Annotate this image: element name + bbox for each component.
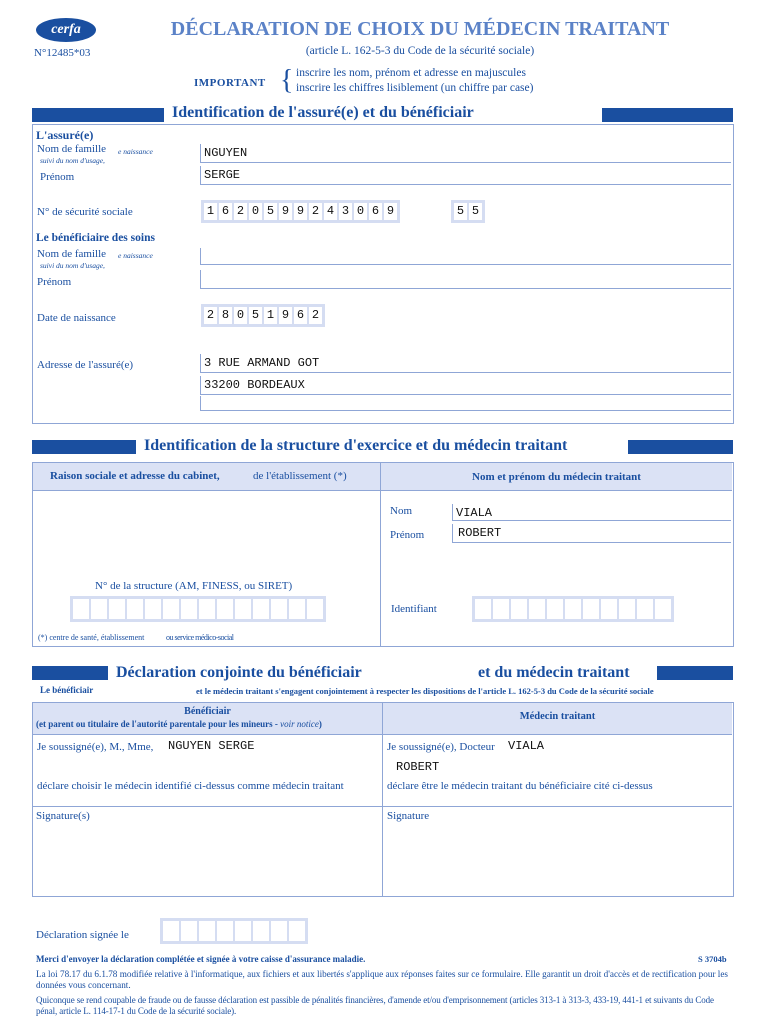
page-title: DÉCLARATION DE CHOIX DU MÉDECIN TRAITANT: [170, 18, 670, 40]
structure-number-cell[interactable]: [307, 599, 323, 619]
section3-bar-left: [32, 666, 108, 680]
secu-digit-cell[interactable]: 2: [234, 203, 247, 220]
med-nom-value: VIALA: [456, 506, 493, 520]
identifiant-cell[interactable]: [565, 599, 581, 619]
med-name-value1[interactable]: VIALA: [508, 739, 545, 753]
nom-value: NGUYEN: [204, 146, 248, 160]
secu-digit-cell[interactable]: 3: [339, 203, 352, 220]
secu-digit-cell[interactable]: 4: [324, 203, 337, 220]
secu-key-cells[interactable]: [451, 200, 485, 223]
ben-col-subtitle-a: (et parent ou titulaire de l'autorité parentale pour les mineurs -: [36, 719, 278, 729]
med-soussigne-label: Je soussigné(e), Docteur: [387, 741, 495, 753]
dob-digit-cell[interactable]: 2: [204, 307, 217, 324]
declaration-date-cell[interactable]: [289, 921, 305, 941]
med-signature-label: Signature: [387, 810, 430, 822]
dob-cells[interactable]: [201, 304, 325, 327]
structure-number-cell[interactable]: [73, 599, 89, 619]
secu-digit-cell[interactable]: 0: [249, 203, 262, 220]
identifiant-cell[interactable]: [619, 599, 635, 619]
secu-number-cells[interactable]: [201, 200, 400, 223]
med-name-value2[interactable]: ROBERT: [396, 760, 440, 774]
structure-number-cell[interactable]: [127, 599, 143, 619]
structure-number-cell[interactable]: [109, 599, 125, 619]
section1-bar-left: [32, 108, 164, 122]
identifiant-cell[interactable]: [547, 599, 563, 619]
cnil-text: La loi 78.17 du 6.1.78 modifiée relative à l'informatique, aux fichiers et aux libertés s'applique aux réponses faites sur ce formulaire. Elle garantit un droit d'accès et de rectification pour les données vous concernant.: [36, 969, 729, 990]
secu-digit-cell[interactable]: 9: [279, 203, 292, 220]
important-line2: inscrire les chiffres lisiblement (un chiffre par case): [296, 82, 534, 94]
secu-digit-cell[interactable]: 6: [369, 203, 382, 220]
ben-signature-label: Signature(s): [36, 810, 90, 822]
declaration-date-cell[interactable]: [271, 921, 287, 941]
secu-digit-cell[interactable]: 1: [204, 203, 217, 220]
section2-title: Identification de la structure d'exercice et du médecin traitant: [138, 437, 573, 455]
med-declare-text: déclare être le médecin traitant du bénéficiaire cité ci-dessus: [387, 780, 653, 792]
important-label: IMPORTANT: [194, 77, 266, 89]
ben-nom-field[interactable]: [200, 248, 731, 265]
adresse-line3-field[interactable]: [200, 396, 731, 411]
declaration-date-cell[interactable]: [217, 921, 233, 941]
section3-intro-right: et le médecin traitant s'engagent conjointement à respecter les dispositions de l'article L. 162-5-3 du Code de la sécurité sociale: [196, 686, 654, 696]
ben-name-value[interactable]: NGUYEN SERGE: [168, 739, 255, 753]
section2-bar-left: [32, 440, 136, 454]
secu-digit-cell[interactable]: 6: [219, 203, 232, 220]
structure-number-cell[interactable]: [91, 599, 107, 619]
form-reference: S 3704b: [698, 954, 727, 964]
secu-digit-cell[interactable]: 5: [264, 203, 277, 220]
prenom-field[interactable]: [200, 166, 731, 185]
secu-digit-cell[interactable]: 2: [309, 203, 322, 220]
ben-col-subtitle-b: voir notice: [280, 719, 319, 729]
section3-title-left: Déclaration conjointe du bénéficiair: [110, 664, 368, 682]
declaration-date-cell[interactable]: [253, 921, 269, 941]
secu-digit-cell[interactable]: 9: [384, 203, 397, 220]
identifiant-cell[interactable]: [601, 599, 617, 619]
merci-text: Merci d'envoyer la déclaration complétée et signée à votre caisse d'assurance maladie.: [36, 954, 366, 964]
secu-key-cell[interactable]: 5: [454, 203, 467, 220]
ben-soussigne-label: Je soussigné(e), M., Mme,: [37, 741, 154, 753]
identifiant-cell[interactable]: [655, 599, 671, 619]
identifiant-cell[interactable]: [475, 599, 491, 619]
prenom-value: SERGE: [204, 168, 241, 182]
dob-digit-cell[interactable]: 5: [249, 307, 262, 324]
med-nom-field[interactable]: [452, 504, 731, 521]
ben-col-title: Bénéficiair: [184, 706, 231, 717]
ben-signature-area[interactable]: [33, 825, 381, 895]
usage-note: suivi du nom d'usage,: [40, 156, 105, 165]
ben-prenom-field[interactable]: [200, 270, 731, 289]
dob-digit-cell[interactable]: 2: [309, 307, 322, 324]
dob-digit-cell[interactable]: 0: [234, 307, 247, 324]
identifiant-cell[interactable]: [493, 599, 509, 619]
ben-prenom-label: Prénom: [37, 276, 72, 288]
structure-number-cell[interactable]: [253, 599, 269, 619]
section1-bar-right: [602, 108, 733, 122]
structure-footnote-b: ou service médico-social: [166, 633, 234, 642]
assure-heading: L'assuré(e): [36, 128, 94, 142]
structure-header-bold: Raison sociale et adresse du cabinet,: [50, 470, 220, 482]
declaration-date-cell[interactable]: [199, 921, 215, 941]
ben-usage-note: suivi du nom d'usage,: [40, 261, 105, 270]
nom-label: Nom de famille: [37, 143, 107, 155]
identifiant-label: Identifiant: [391, 603, 437, 615]
section3-header-line: [33, 734, 732, 735]
cerfa-logo: cerfa: [36, 18, 96, 42]
structure-header-rest: de l'établissement (*): [253, 470, 347, 482]
section3-intro-left: Le bénéficiair: [40, 685, 94, 695]
medecin-header-label: Nom et prénom du médecin traitant: [472, 471, 641, 483]
structure-number-cell[interactable]: [199, 599, 215, 619]
declaration-date-cell[interactable]: [181, 921, 197, 941]
structure-number-cell[interactable]: [145, 599, 161, 619]
dob-digit-cell[interactable]: 8: [219, 307, 232, 324]
fraude-text: Quiconque se rend coupable de fraude ou de fausse déclaration est passible de pénalités financières, d'amende et/ou d'emprisonnement (articles 313-1 à 313-3, 433-19, 441-1 et suivants du Code pénal, article L. 114-17-1 du Code de la sécurité sociale).: [36, 995, 714, 1016]
section2-bar-right: [628, 440, 733, 454]
structure-footnote-a: (*) centre de santé, établissement: [38, 633, 145, 642]
identifiant-cell[interactable]: [511, 599, 527, 619]
nom-field[interactable]: [200, 144, 731, 163]
ben-nom-label: Nom de famille: [37, 248, 107, 260]
med-nom-label: Nom: [390, 505, 412, 517]
ben-declare-text: déclare choisir le médecin identifié ci-dessus comme médecin traitant: [37, 780, 344, 792]
declaration-date-cells[interactable]: [160, 918, 308, 944]
identifiant-cells[interactable]: [472, 596, 674, 622]
section3-bar-right: [657, 666, 733, 680]
page-subtitle: (article L. 162-5-3 du Code de la sécurité sociale): [305, 45, 535, 57]
adresse-line2-value: 33200 BORDEAUX: [204, 378, 305, 392]
prenom-label: Prénom: [40, 171, 75, 183]
identifiant-cell[interactable]: [637, 599, 653, 619]
important-brace-icon: {: [280, 65, 294, 96]
med-prenom-label: Prénom: [390, 529, 425, 541]
section2-header-line: [33, 490, 732, 491]
med-prenom-value: ROBERT: [458, 526, 502, 540]
dob-digit-cell[interactable]: 6: [294, 307, 307, 324]
identifiant-cell[interactable]: [583, 599, 599, 619]
ben-naissance-note: e naissance: [118, 251, 153, 260]
adresse-line1-value: 3 RUE ARMAND GOT: [204, 356, 320, 370]
secu-key-cell[interactable]: 5: [469, 203, 482, 220]
naissance-note: e naissance: [118, 147, 153, 156]
structure-number-label: N° de la structure (AM, FINESS, ou SIRET): [95, 580, 293, 592]
declaration-date-cell[interactable]: [163, 921, 179, 941]
structure-number-cell[interactable]: [181, 599, 197, 619]
structure-number-cell[interactable]: [217, 599, 233, 619]
structure-number-cell[interactable]: [271, 599, 287, 619]
identifiant-cell[interactable]: [529, 599, 545, 619]
adresse-label: Adresse de l'assuré(e): [37, 359, 134, 371]
structure-number-cell[interactable]: [289, 599, 305, 619]
declaration-date-cell[interactable]: [235, 921, 251, 941]
dob-digit-cell[interactable]: 9: [279, 307, 292, 324]
dob-digit-cell[interactable]: 1: [264, 307, 277, 324]
structure-number-cell[interactable]: [235, 599, 251, 619]
secu-label: N° de sécurité sociale: [37, 206, 133, 218]
med-col-title: Médecin traitant: [519, 711, 596, 722]
structure-number-cells[interactable]: [70, 596, 326, 622]
secu-digit-cell[interactable]: 9: [294, 203, 307, 220]
section3-title-right: et du médecin traitant: [472, 664, 636, 682]
ben-col-subtitle: [36, 719, 322, 729]
secu-digit-cell[interactable]: 0: [354, 203, 367, 220]
section1-title: Identification de l'assuré(e) et du bénéficiair: [166, 104, 480, 122]
important-line1: inscrire les nom, prénom et adresse en majuscules: [296, 67, 526, 79]
beneficiaire-heading: Le bénéficiaire des soins: [36, 232, 155, 244]
ben-col-subtitle-c: ): [318, 719, 322, 729]
section3-signature-line: [33, 806, 732, 807]
declaration-signee-label: Déclaration signée le: [36, 929, 129, 941]
form-number: N°12485*03: [34, 47, 91, 59]
structure-number-cell[interactable]: [163, 599, 179, 619]
dob-label: Date de naissance: [37, 312, 116, 324]
med-signature-area[interactable]: [384, 825, 731, 895]
